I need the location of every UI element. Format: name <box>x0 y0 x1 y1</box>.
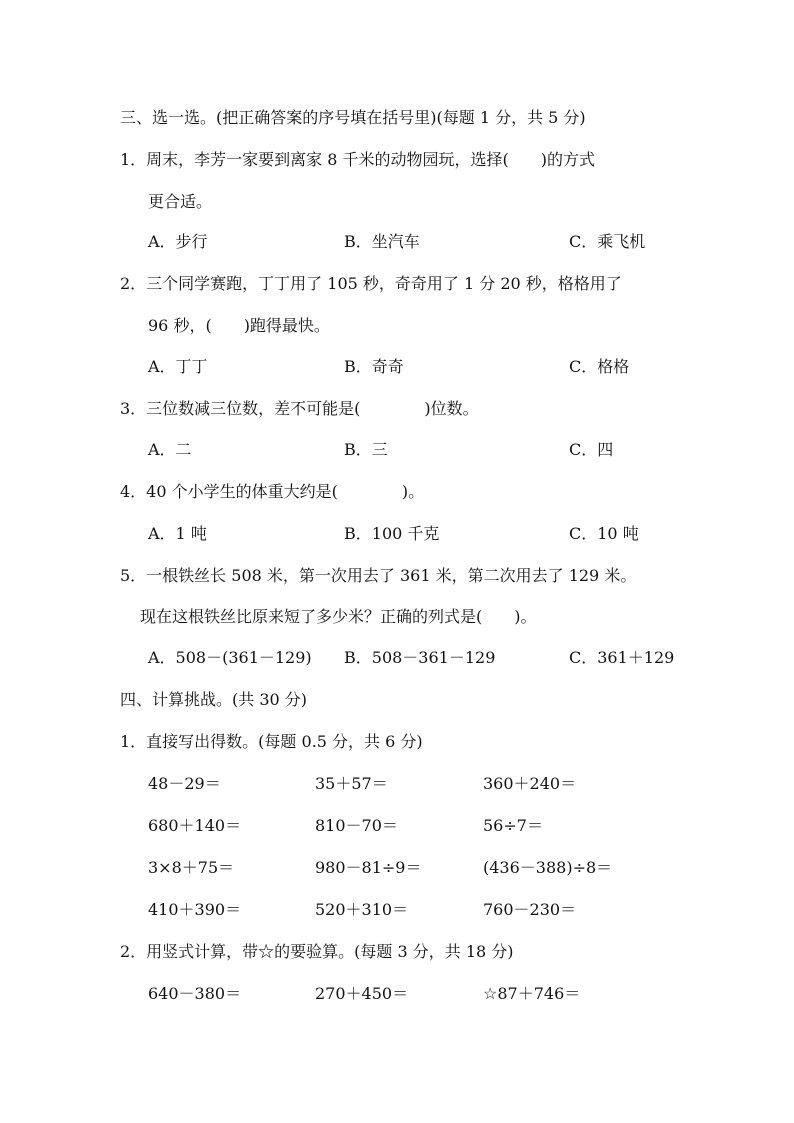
question-1-option-b[interactable]: B．坐汽车 <box>344 232 420 251</box>
question-2-line-2: 96 秒，( )跑得最快。 <box>148 316 330 335</box>
question-4-option-c[interactable]: C．10 吨 <box>569 524 639 543</box>
question-2-option-c[interactable]: C．格格 <box>569 357 630 376</box>
question-3-option-b[interactable]: B．三 <box>344 440 388 459</box>
calc-item: 810－70＝ <box>315 816 398 835</box>
calc-item: 48－29＝ <box>148 774 221 793</box>
question-4-option-b[interactable]: B．100 千克 <box>344 524 440 543</box>
question-1-line-1: 1．周末，李芳一家要到离家 8 千米的动物园玩，选择( )的方式 <box>120 150 596 169</box>
calc-item: 56÷7＝ <box>483 816 543 835</box>
question-5-option-a[interactable]: A．508－(361－129) <box>148 648 312 667</box>
part-1-title: 1．直接写出得数。(每题 0.5 分，共 6 分) <box>120 732 423 751</box>
question-5-line-1: 5．一根铁丝长 508 米，第一次用去了 361 米，第二次用去了 129 米。 <box>120 566 637 585</box>
question-2-line-1: 2．三个同学赛跑，丁丁用了 105 秒，奇奇用了 1 分 20 秒，格格用了 <box>120 274 622 293</box>
calc-item: 3×8＋75＝ <box>148 858 235 877</box>
question-5-option-c[interactable]: C．361＋129 <box>569 648 675 667</box>
question-4-option-a[interactable]: A．1 吨 <box>148 524 207 543</box>
section-3-heading: 三、选一选。(把正确答案的序号填在括号里)(每题 1 分，共 5 分) <box>120 108 586 127</box>
calc-item: 520＋310＝ <box>315 900 409 919</box>
question-1-option-c[interactable]: C．乘飞机 <box>569 232 646 251</box>
question-5-option-b[interactable]: B．508－361－129 <box>344 648 496 667</box>
calc-item: 410＋390＝ <box>148 900 242 919</box>
question-2-option-b[interactable]: B．奇奇 <box>344 357 404 376</box>
part-2-title: 2．用竖式计算，带☆的要验算。(每题 3 分，共 18 分) <box>120 942 514 961</box>
calc-item: 270＋450＝ <box>315 984 409 1003</box>
question-1-option-a[interactable]: A．步行 <box>148 232 208 251</box>
calc-item: 980－81÷9＝ <box>315 858 422 877</box>
calc-item: (436－388)÷8＝ <box>483 858 613 877</box>
question-4-line-1: 4．40 个小学生的体重大约是( )。 <box>120 482 425 501</box>
question-3-option-a[interactable]: A．二 <box>148 440 192 459</box>
question-1-line-2: 更合适。 <box>148 192 213 211</box>
calc-item: 680＋140＝ <box>148 816 242 835</box>
calc-item: 35＋57＝ <box>315 774 388 793</box>
calc-item: 640－380＝ <box>148 984 242 1003</box>
question-2-option-a[interactable]: A．丁丁 <box>148 357 208 376</box>
question-3-option-c[interactable]: C．四 <box>569 440 614 459</box>
calc-item: 760－230＝ <box>483 900 577 919</box>
calc-item: ☆87＋746＝ <box>483 984 581 1003</box>
question-5-line-2: 现在这根铁丝比原来短了多少米？正确的列式是( )。 <box>140 607 537 626</box>
question-3-line-1: 3．三位数减三位数，差不可能是( )位数。 <box>120 399 479 418</box>
section-4-heading: 四、计算挑战。(共 30 分) <box>120 690 308 709</box>
calc-item: 360＋240＝ <box>483 774 577 793</box>
